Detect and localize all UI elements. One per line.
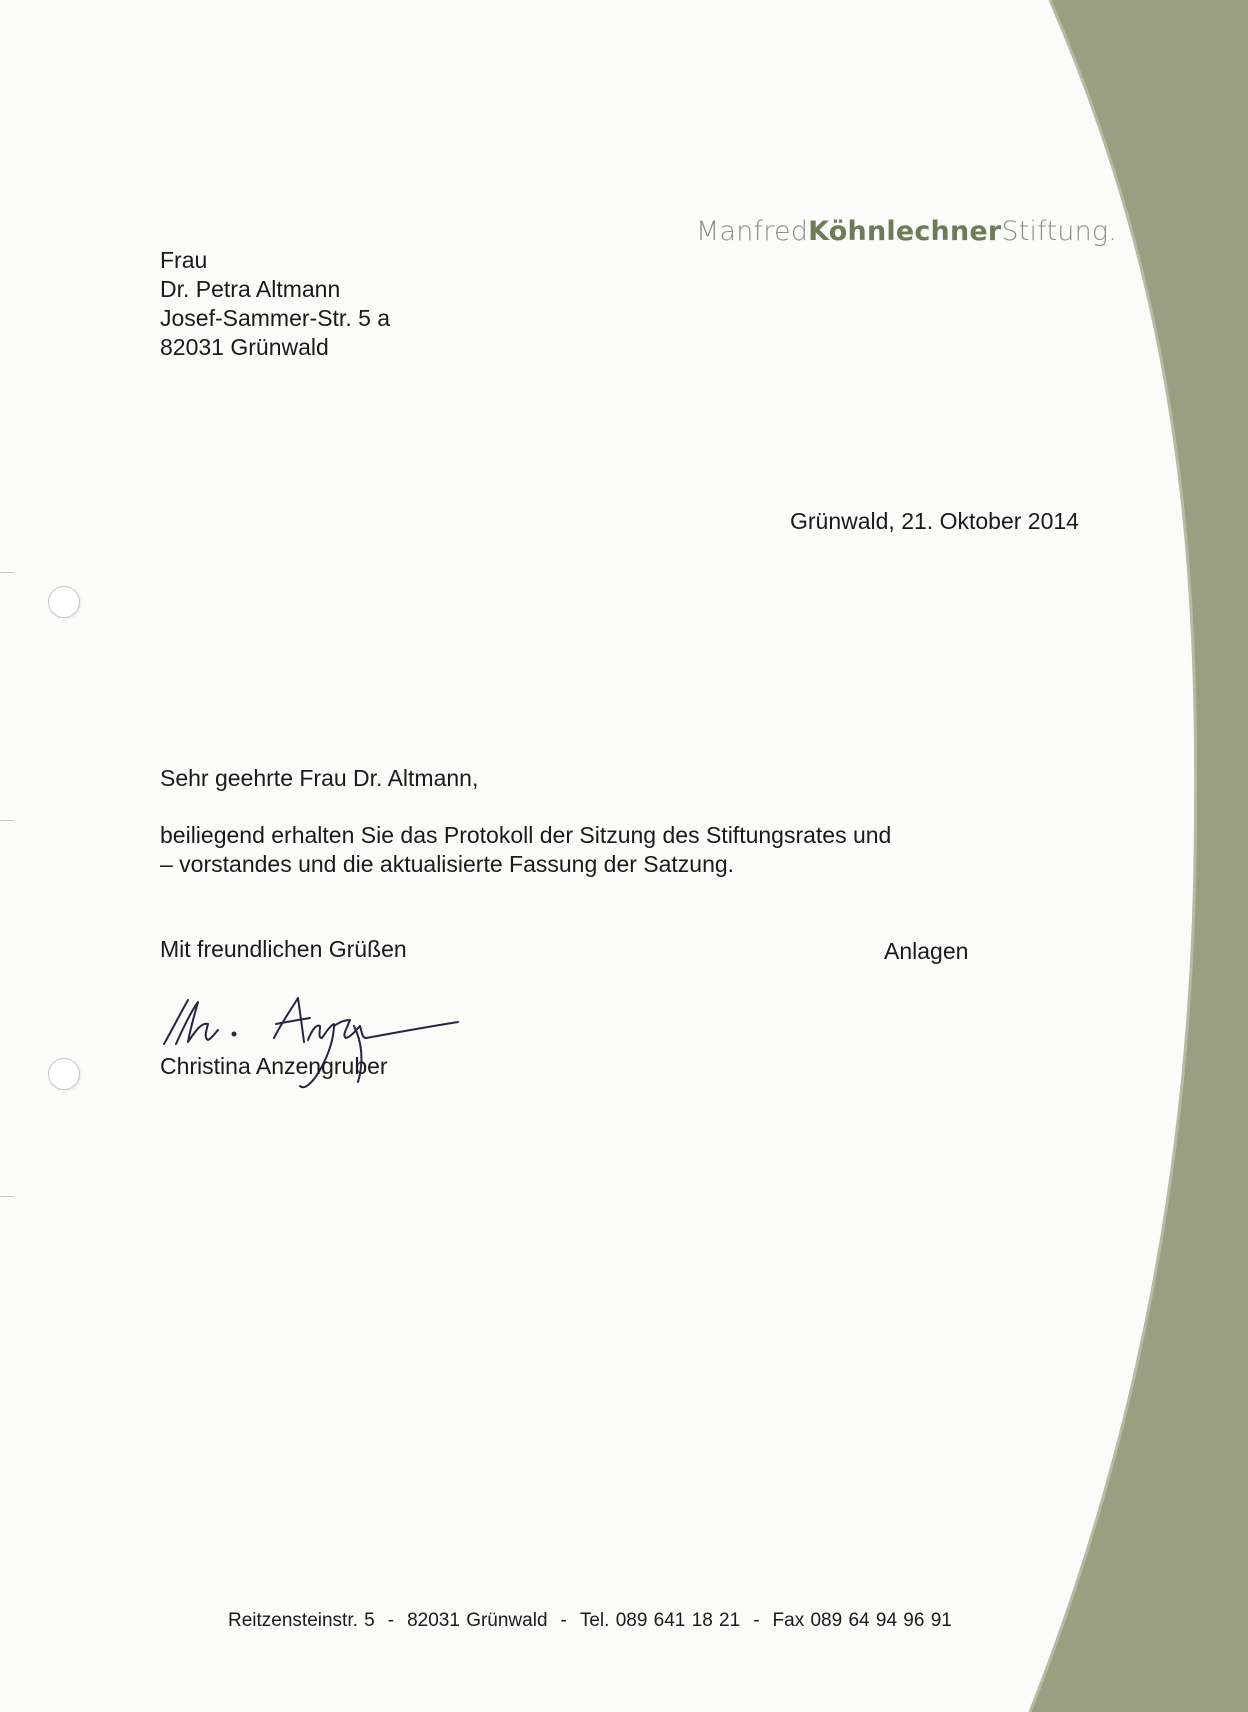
- footer-contact: [228, 1610, 952, 1632]
- enclosures-label: Anlagen: [884, 938, 969, 964]
- letter-body: [160, 821, 891, 879]
- punch-hole: [48, 586, 80, 618]
- body-line-1: beiliegend erhalten Sie das Protokoll der Sitzung des Stiftungsrates und: [160, 822, 892, 848]
- logo-part-last: Stiftung.: [1001, 216, 1118, 247]
- footer-street: Reitzensteinstr. 5: [228, 1610, 375, 1631]
- recipient-city: 82031 Grünwald: [160, 334, 329, 360]
- footer-separator: -: [753, 1610, 760, 1631]
- body-line-2: – vorstandes und die aktualisierte Fassung der Satzung.: [160, 851, 735, 877]
- salutation: Sehr geehrte Frau Dr. Altmann,: [160, 765, 479, 791]
- recipient-address: [160, 246, 390, 362]
- footer-separator: -: [560, 1610, 567, 1631]
- margin-tick: [0, 572, 14, 573]
- footer-fax: Fax 089 64 94 96 91: [772, 1610, 952, 1631]
- logo-part-first: Manfred: [696, 216, 809, 247]
- recipient-name: Dr. Petra Altmann: [160, 276, 341, 302]
- margin-tick: [0, 820, 14, 821]
- footer-separator: -: [387, 1610, 395, 1631]
- punch-hole: [48, 1058, 80, 1090]
- footer-phone: Tel. 089 641 18 21: [579, 1610, 741, 1631]
- signer-name: Christina Anzengruber: [160, 1053, 388, 1079]
- recipient-salutation-line: Frau: [160, 247, 208, 273]
- recipient-street: Josef-Sammer-Str. 5 a: [160, 305, 391, 331]
- logo-part-bold: Köhnlechner: [808, 216, 1002, 247]
- margin-tick: [0, 1196, 14, 1197]
- date-line: Grünwald, 21. Oktober 2014: [790, 508, 1079, 534]
- foundation-logo: [696, 216, 1117, 247]
- closing-phrase: Mit freundlichen Grüßen: [160, 936, 407, 962]
- footer-city: 82031 Grünwald: [407, 1610, 548, 1631]
